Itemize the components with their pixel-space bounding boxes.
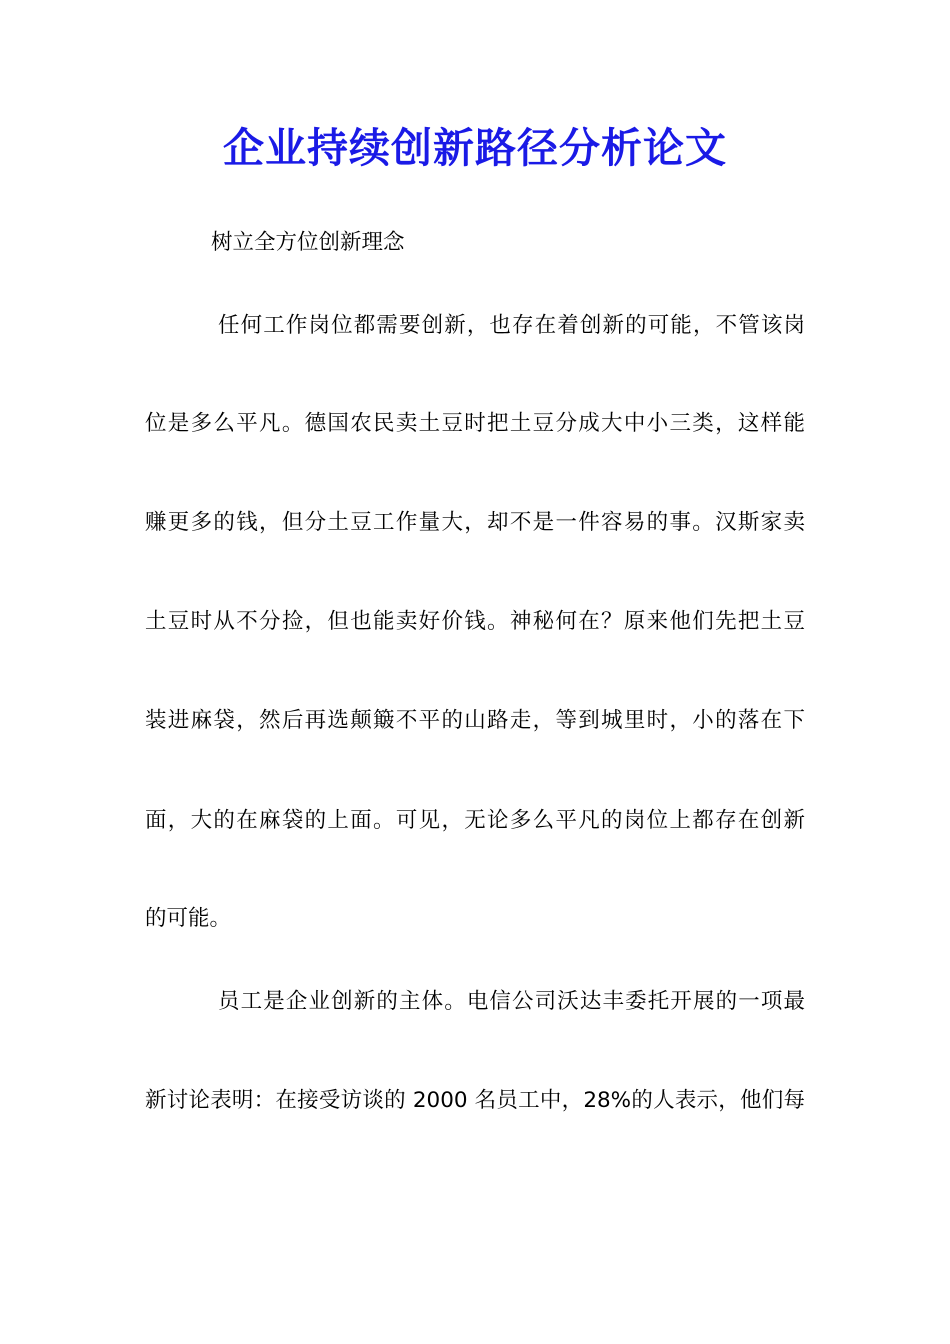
paragraph-1-line-2: 位是多么平凡。德国农民卖土豆时把土豆分成大中小三类，这样能 [145, 411, 805, 436]
section-heading: 树立全方位创新理念 [211, 230, 405, 255]
paragraph-1-line-6: 面，大的在麻袋的上面。可见，无论多么平凡的岗位上都存在创新 [145, 808, 805, 833]
paragraph-2-line-2: 新讨论表明：在接受访谈的 2000 名员工中，28%的人表示，他们每 [145, 1088, 805, 1113]
paragraph-1-line-4: 土豆时从不分捡，但也能卖好价钱。神秘何在？原来他们先把土豆 [145, 609, 805, 634]
paragraph-1-line-3: 赚更多的钱，但分土豆工作量大，却不是一件容易的事。汉斯家卖 [145, 510, 805, 535]
paragraph-1-line-1: 任何工作岗位都需要创新，也存在着创新的可能，不管该岗 [218, 313, 805, 338]
document-title: 企业持续创新路径分析论文 [223, 124, 727, 172]
paragraph-1-line-7: 的可能。 [145, 906, 232, 931]
paragraph-2-line-1: 员工是企业创新的主体。电信公司沃达丰委托开展的一项最 [218, 989, 805, 1014]
paragraph-1-line-5: 装进麻袋，然后再选颠簸不平的山路走，等到城里时，小的落在下 [145, 708, 805, 733]
